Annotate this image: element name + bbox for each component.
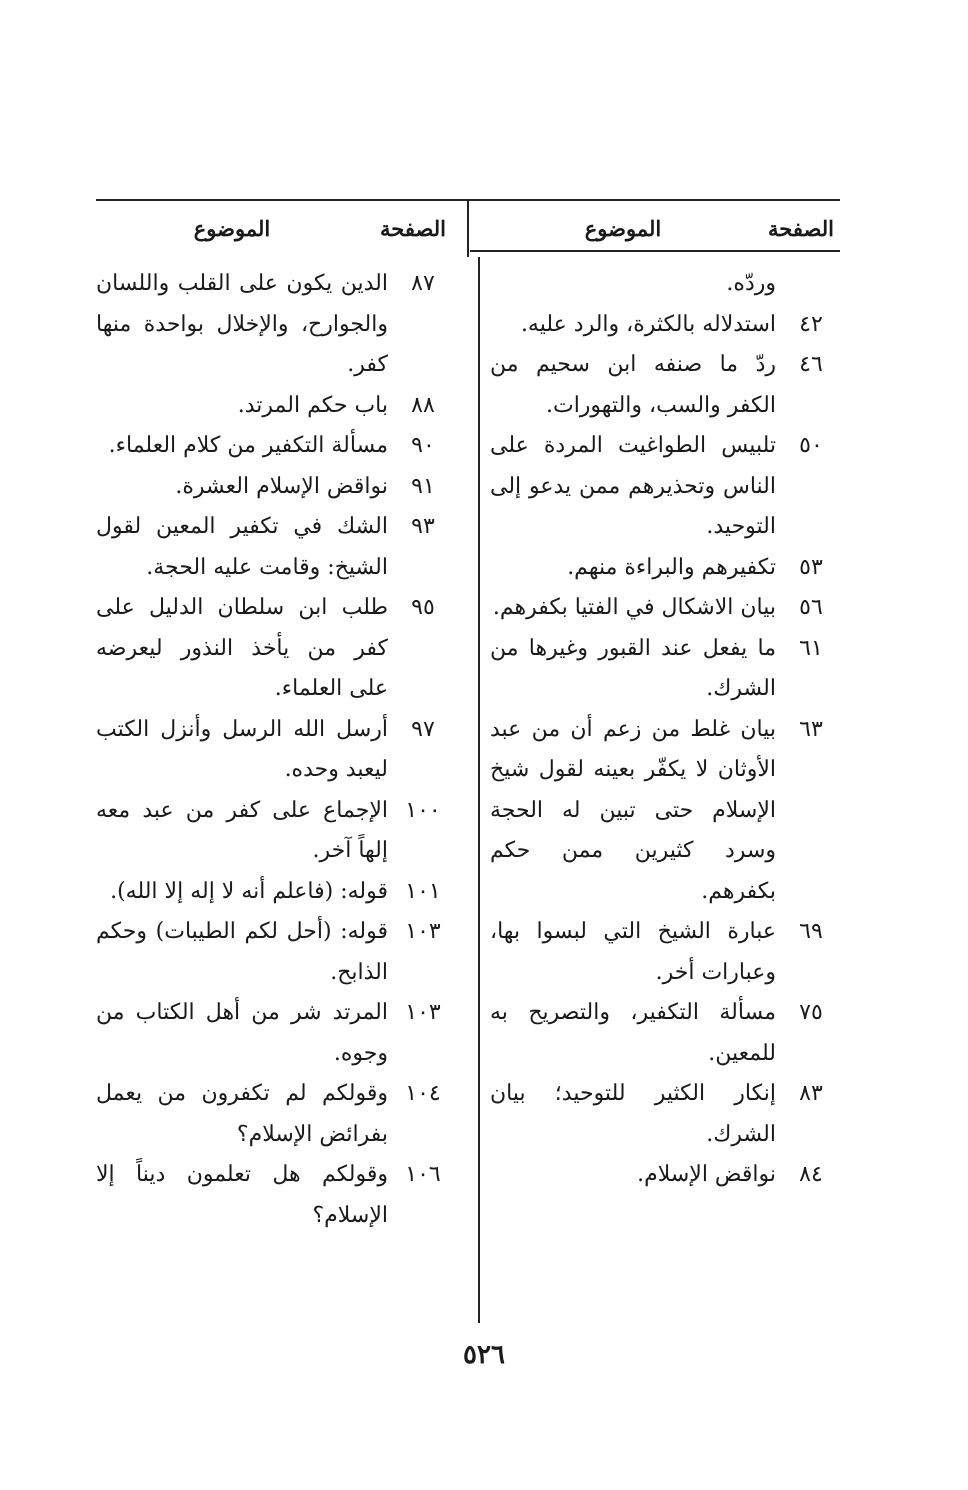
entry-topic: وردّه.	[726, 271, 776, 296]
entry-page-number: ١٠٠	[405, 797, 441, 823]
entry-topic: وقولكم لم تكفرون من يعمل بفرائض الإسلام؟	[96, 1081, 388, 1147]
entry-topic: عبارة الشيخ التي لبسوا بها، وعبارات أخر.	[490, 919, 776, 985]
index-entry	[490, 1155, 846, 1196]
entry-topic: المرتد شر من أهل الكتاب من وجوه.	[96, 1000, 388, 1066]
entry-page-number: ١٠٦	[405, 1162, 441, 1187]
index-entry	[490, 629, 846, 710]
entry-page-number: ٩٧	[411, 716, 435, 742]
index-entry	[490, 305, 846, 346]
entry-topic: قوله: (أحل لكم الطيبات) وحكم الذابح.	[96, 919, 388, 985]
entry-topic: مسألة التكفير من كلام العلماء.	[108, 433, 388, 458]
entry-topic: الشك في تكفير المعين لقول الشيخ: وقامت عليه الحجة.	[96, 514, 388, 580]
page-number: ٥٢٦	[463, 1340, 505, 1370]
left-column	[96, 200, 458, 1236]
index-entry	[490, 912, 846, 993]
index-entry	[96, 264, 458, 386]
entry-topic: بيان غلط من زعم أن من عبد الأوثان لا يكفّر بعينه لقول شيخ الإسلام حتى تبين له الحجة وسرد كثيرين ممن حكم بكفرهم.	[490, 716, 776, 904]
entry-topic: الإجماع على كفر من عبد معه إلهاً آخر.	[96, 797, 388, 863]
entry-page-number: ٤٦	[799, 352, 823, 377]
index-entry	[96, 426, 458, 467]
topic-column-label: الموضوع	[193, 215, 271, 241]
entry-topic: بيان الاشكال في الفتيا بكفرهم.	[492, 595, 776, 620]
index-entry	[490, 426, 846, 548]
entry-page-number: ٨٣	[799, 1081, 823, 1106]
entry-page-number: ٨٧	[411, 271, 435, 296]
left-column-header	[96, 200, 458, 256]
index-entry	[490, 710, 846, 913]
entry-topic: قوله: (فاعلم أنه لا إله إلا الله).	[110, 878, 388, 904]
entry-topic: ردّ ما صنفه ابن سحيم من الكفر والسب، والتهورات.	[490, 352, 776, 418]
index-entry	[96, 791, 458, 872]
index-entry	[96, 588, 458, 710]
topic-column-label: الموضوع	[584, 215, 662, 241]
entry-topic: الدين يكون على القلب واللسان والجوارح، والإخلال بواحدة منها كفر.	[96, 271, 388, 377]
entry-page-number: ١٠٣	[405, 919, 441, 944]
index-entry	[96, 912, 458, 993]
entry-page-number: ٩٠	[411, 433, 435, 458]
index-entry	[96, 507, 458, 588]
index-entry	[96, 1155, 458, 1236]
entry-page-number: ٩٣	[411, 514, 435, 539]
index-entry	[490, 993, 846, 1074]
entry-page-number: ٧٥	[799, 1000, 823, 1025]
entry-page-number: ١٠٤	[405, 1081, 441, 1106]
entry-topic: نواقض الإسلام العشرة.	[175, 473, 388, 499]
index-entry	[96, 872, 458, 913]
entry-page-number: ٦١	[799, 635, 823, 661]
index-entry	[96, 386, 458, 427]
right-entries	[490, 264, 846, 1196]
header-column-divider	[467, 199, 469, 257]
index-entry	[490, 548, 846, 589]
entry-topic: تلبيس الطواغيت المردة على الناس وتحذيرهم ممن يدعو إلى التوحيد.	[490, 433, 776, 539]
entry-page-number: ٦٣	[799, 716, 823, 742]
entry-page-number: ٥٠	[799, 433, 823, 458]
entry-page-number: ١٠١	[405, 878, 441, 904]
entry-page-number: ٤٢	[799, 311, 823, 337]
index-entry	[490, 588, 846, 629]
index-entry	[96, 1074, 458, 1155]
right-column	[490, 200, 846, 1196]
entry-topic: أرسل الله الرسل وأنزل الكتب ليعبد وحده.	[96, 716, 388, 782]
entry-page-number: ٨٨	[411, 392, 435, 418]
entry-page-number: ٩٥	[411, 595, 435, 620]
left-entries	[96, 264, 458, 1236]
entry-page-number: ١٠٣	[405, 1000, 441, 1025]
column-divider	[478, 257, 480, 1323]
index-entry	[490, 1074, 846, 1155]
entry-topic: ما يفعل عند القبور وغيرها من الشرك.	[490, 635, 776, 701]
entry-topic: طلب ابن سلطان الدليل على كفر من يأخذ النذور ليعرضه على العلماء.	[96, 595, 388, 701]
entry-topic: وقولكم هل تعلمون ديناً إلا الإسلام؟	[96, 1162, 388, 1228]
index-entry	[490, 264, 846, 305]
page-column-label: الصفحة	[768, 215, 834, 241]
index-entry	[96, 467, 458, 508]
right-column-header	[490, 200, 846, 256]
entry-page-number: ٦٩	[799, 919, 823, 944]
entry-page-number: ٨٤	[799, 1162, 823, 1187]
index-entry	[96, 710, 458, 791]
entry-topic: إنكار الكثير للتوحيد؛ بيان الشرك.	[490, 1081, 776, 1147]
entry-topic: نواقض الإسلام.	[637, 1162, 776, 1187]
entry-topic: مسألة التكفير، والتصريح به للمعين.	[490, 1000, 776, 1066]
page-column-label: الصفحة	[380, 215, 446, 241]
entry-topic: استدلاله بالكثرة، والرد عليه.	[520, 311, 776, 337]
entry-topic: باب حكم المرتد.	[237, 392, 388, 418]
entry-page-number: ٥٦	[799, 595, 823, 620]
index-entry	[96, 993, 458, 1074]
entry-page-number: ٥٣	[799, 554, 823, 580]
entry-page-number: ٩١	[411, 473, 435, 499]
index-entry	[490, 345, 846, 426]
entry-topic: تكفيرهم والبراءة منهم.	[567, 554, 776, 580]
